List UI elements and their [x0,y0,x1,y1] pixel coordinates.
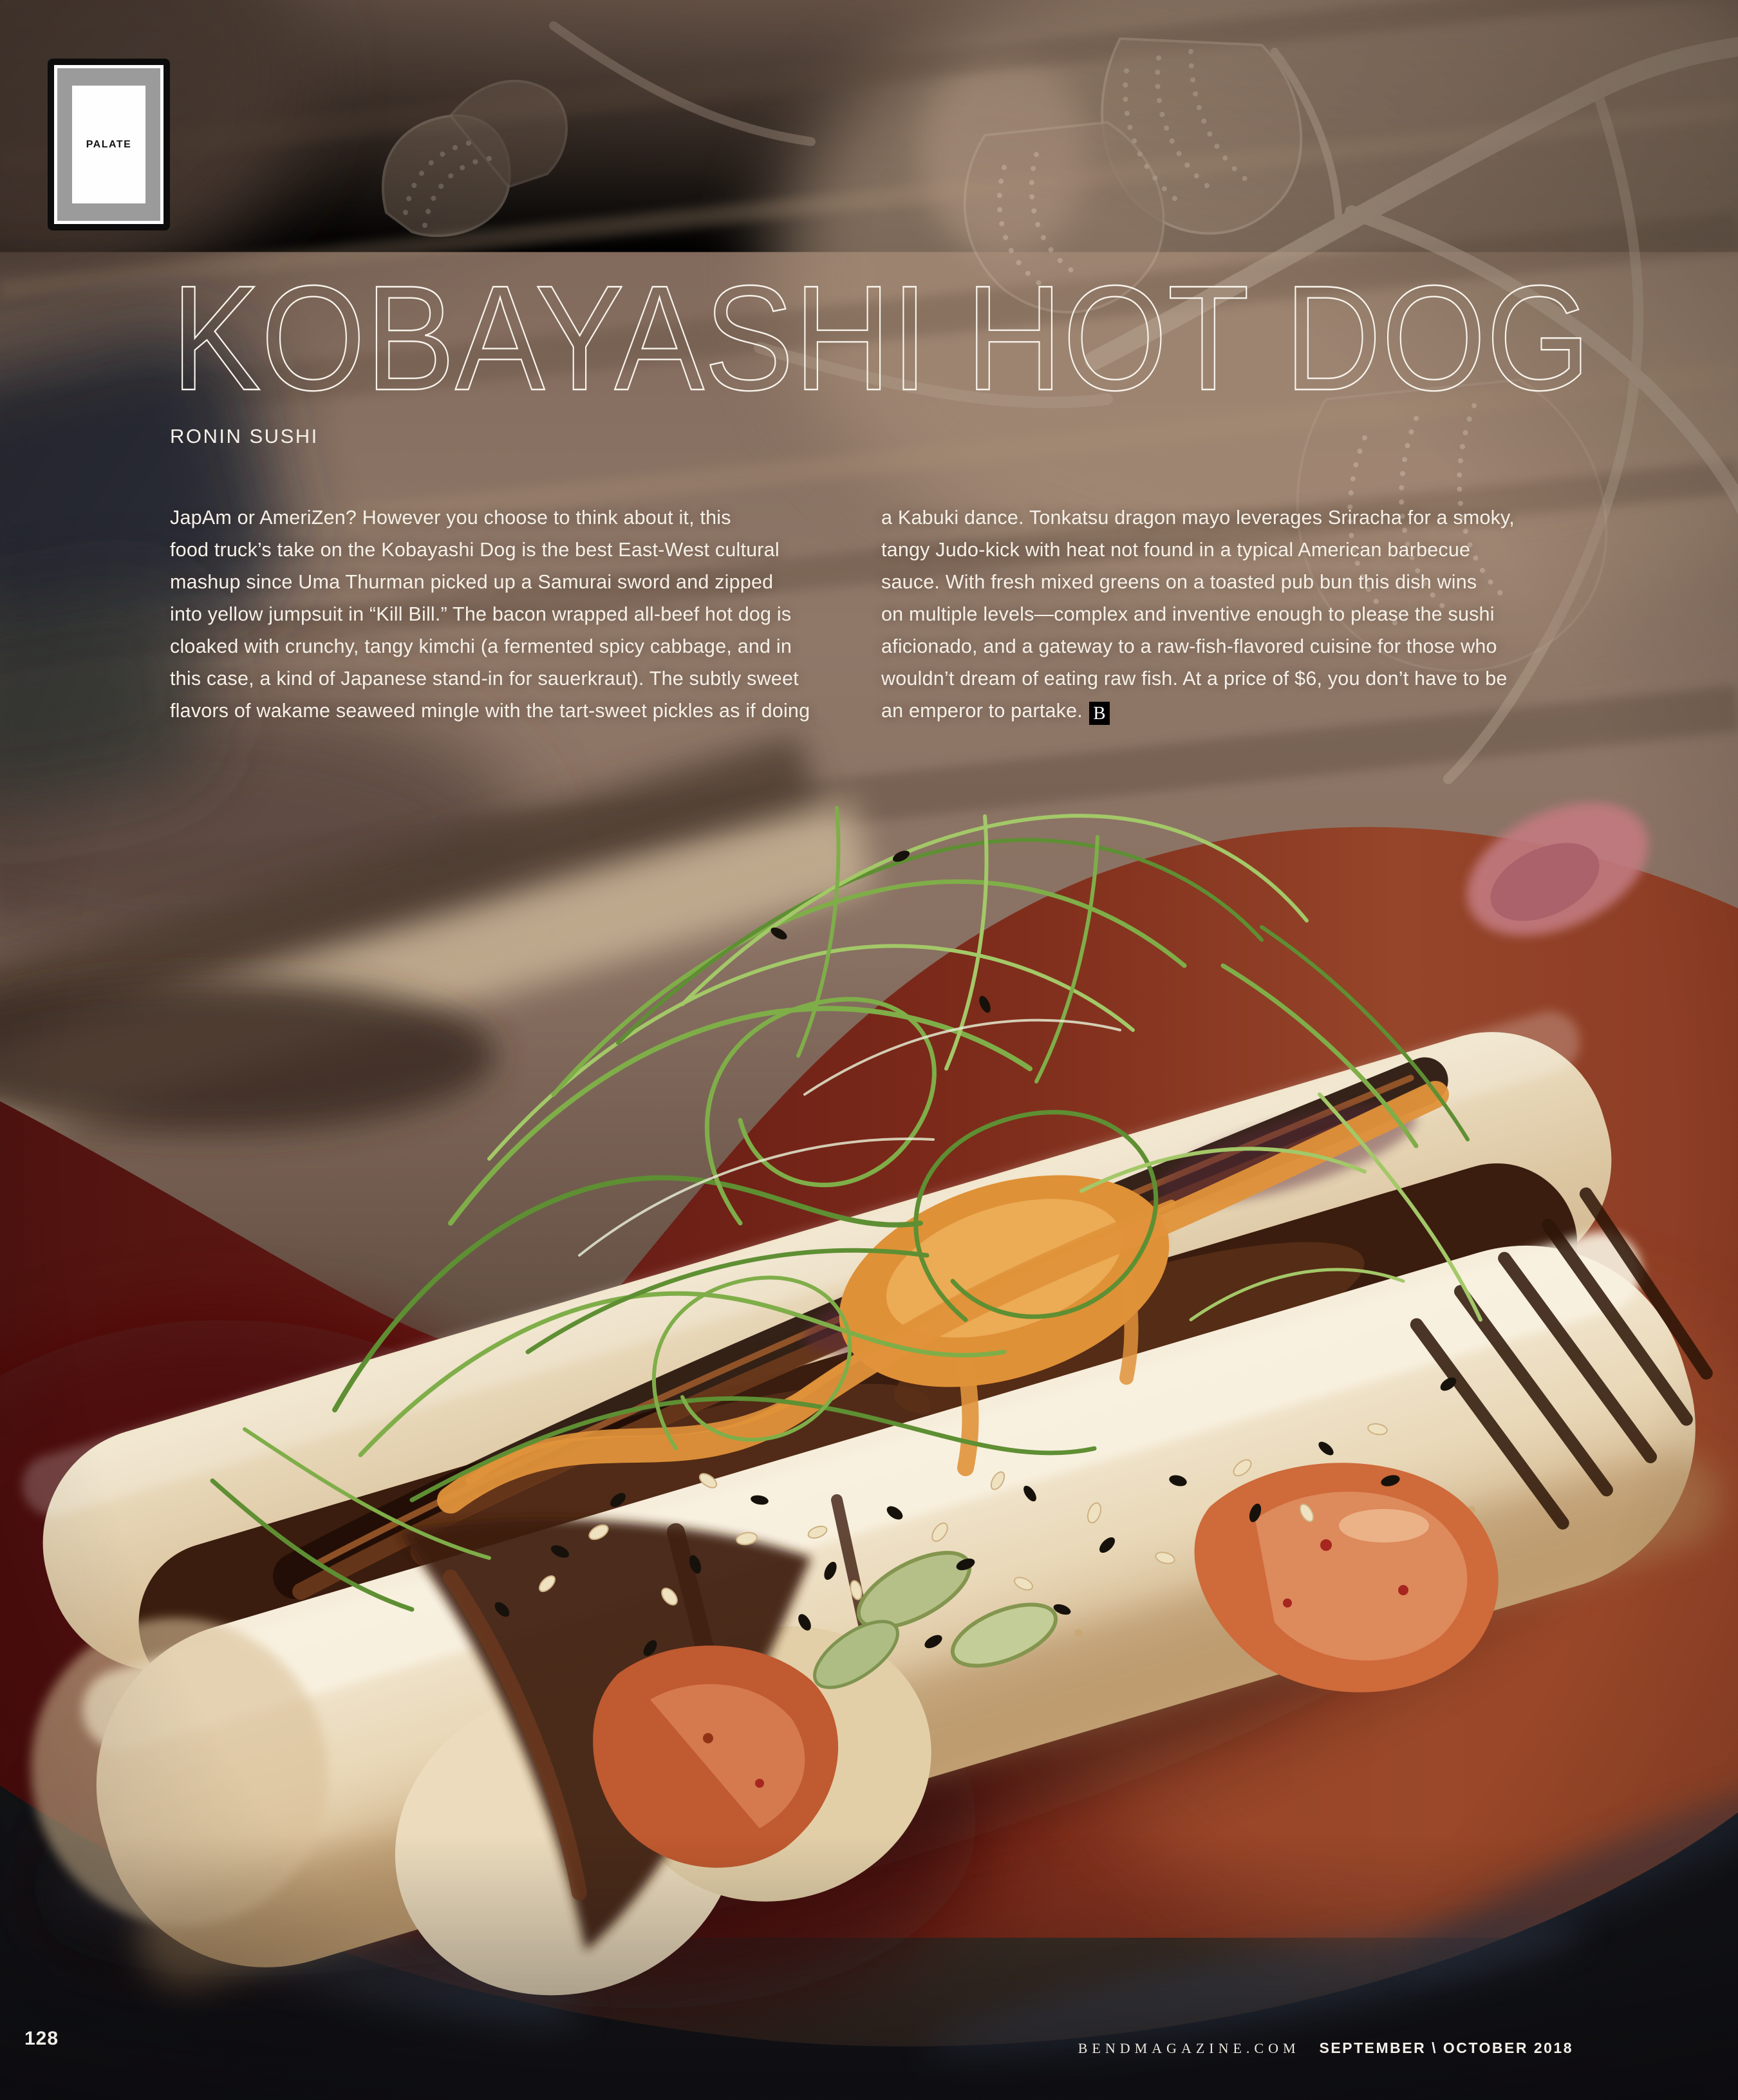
body-text-line: into yellow jumpsuit in “Kill Bill.” The bacon wrapped all-beef hot dog is [170,603,792,625]
body-text-line: this case, a kind of Japanese stand-in for sauerkraut). The subtly sweet [170,668,799,689]
section-badge-inner [72,86,145,203]
article-column-right [881,502,1580,727]
article-title-art [171,255,1597,422]
body-text-line: on multiple levels—complex and inventive enough to please the sushi [881,603,1495,625]
page-number: 128 [24,2028,59,2049]
article-body [170,502,1580,727]
article-title: KOBAYASHI HOT DOG [171,255,1591,422]
section-badge-label: PALATE [86,138,132,150]
body-text-line: wouldn’t dream of eating raw fish. At a price of $6, you don’t have to be [881,668,1508,689]
body-text-line [881,695,1580,727]
article-column-right-lines [881,502,1580,695]
end-of-article-mark: B [1089,702,1110,725]
article-column-left [170,502,868,727]
body-text-line: mashup since Uma Thurman picked up a Samurai sword and zipped [170,571,774,593]
bottom-shade [0,1835,1738,2100]
footer [1078,2039,1573,2057]
body-text-line: tangy Judo-kick with heat not found in a typical American barbecue [881,539,1471,561]
body-text-line: flavors of wakame seaweed mingle with the tart-sweet pickles as if doing [170,700,810,722]
body-text-line: sauce. With fresh mixed greens on a toasted pub bun this dish wins [881,571,1477,593]
body-text-line: JapAm or AmeriZen? However you choose to think about it, this [170,507,731,529]
footer-website: BENDMAGAZINE.COM [1078,2040,1300,2056]
last-line-text: an emperor to partake. [881,700,1083,722]
body-text-line: food truck’s take on the Kobayashi Dog is the best East-West cultural [170,539,780,561]
body-text-line: aficionado, and a gateway to a raw-fish-flavored cuisine for those who [881,635,1497,657]
section-badge-frame [57,68,160,221]
body-text-line: a Kabuki dance. Tonkatsu dragon mayo leverages Sriracha for a smoky, [881,507,1515,529]
body-text-line: cloaked with crunchy, tangy kimchi (a fermented spicy cabbage, and in [170,635,792,657]
section-badge [48,59,170,230]
article-subtitle: RONIN SUSHI [170,425,319,447]
footer-issue-date: SEPTEMBER \ OCTOBER 2018 [1319,2039,1573,2056]
